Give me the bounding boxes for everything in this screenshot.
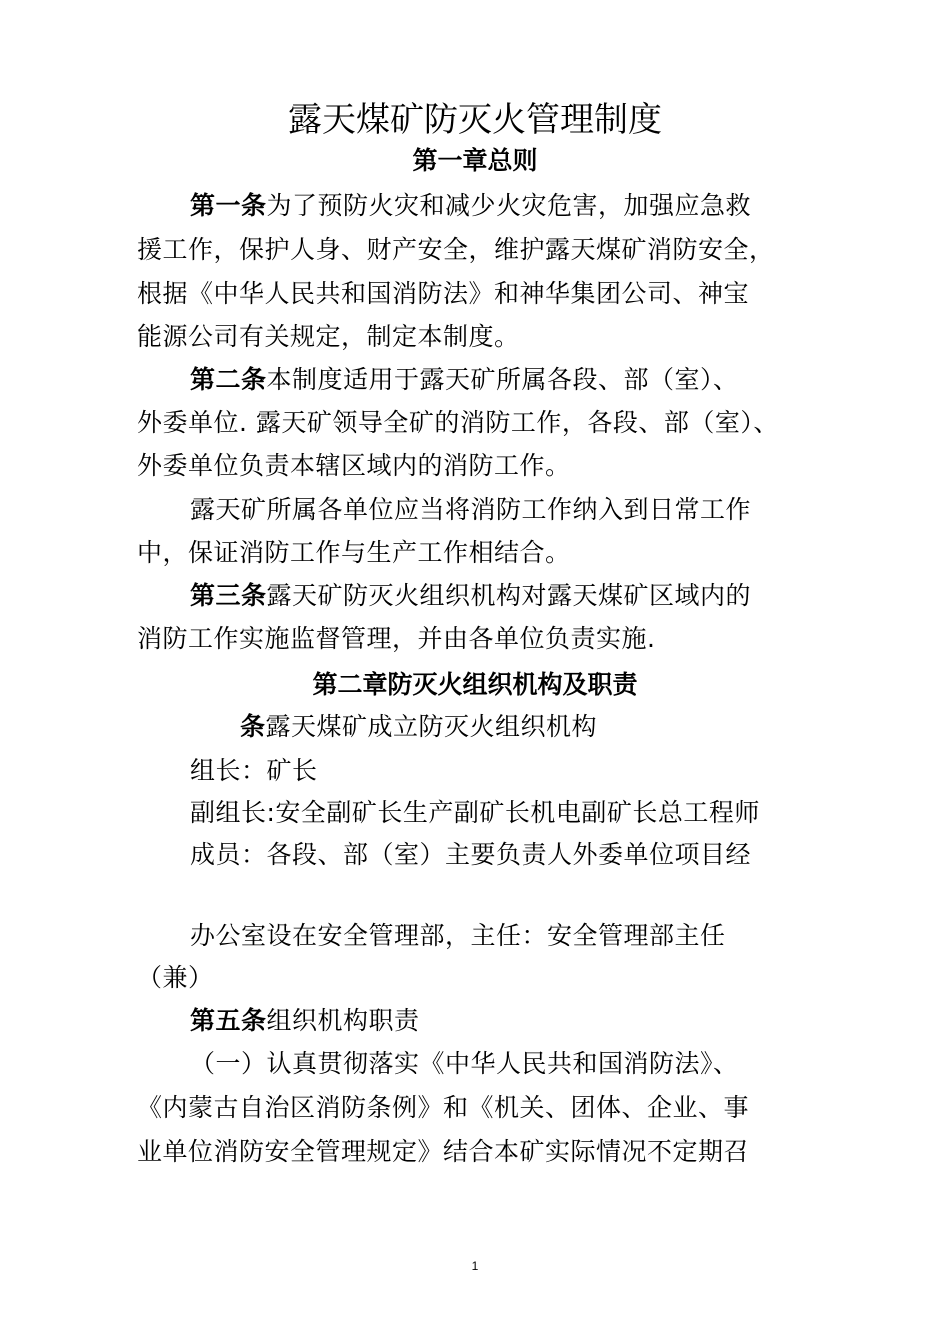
- article-1-line-3: 根据《中华人民共和国消防法》和神华集团公司、神宝: [137, 279, 750, 308]
- chapter-heading-2: 第二章防灭火组织机构及职责: [312, 670, 638, 699]
- item-1-line-2: 《内蒙古自治区消防条例》和《机关、团体、企业、事: [137, 1093, 750, 1122]
- paragraph-line-2: 中，保证消防工作与生产工作相结合。: [137, 538, 571, 567]
- article-4-label: 条: [240, 712, 266, 741]
- article-2-label: 第二条: [190, 365, 267, 394]
- article-3-line-2: 消防工作实施监督管理，并由各单位负责实施.: [137, 624, 656, 653]
- paragraph-line-1: 露天矿所属各单位应当将消防工作纳入到日常工作: [190, 495, 752, 524]
- article-2-line-2: 外委单位. 露天矿领导全矿的消防工作，各段、部（室）、: [137, 408, 779, 437]
- members-line: 成员：各段、部（室）主要负责人外委单位项目经: [190, 840, 752, 869]
- article-1-label: 第一条: [190, 191, 267, 220]
- article-2-text: 本制度适用于露天矿所属各段、部（室）、: [266, 365, 739, 394]
- article-1-line-2: 援工作，保护人身、财产安全，维护露天煤矿消防安全，: [137, 235, 775, 264]
- article-2-line-1: [190, 363, 739, 397]
- article-3-text: 露天矿防灭火组织机构对露天煤矿区域内的: [266, 581, 752, 610]
- article-1-text: 为了预防火灾和减少火灾危害，加强应急救: [266, 191, 752, 220]
- article-1-line-1: [190, 189, 751, 223]
- leader-line: 组长：矿长: [190, 756, 318, 785]
- office-line-1: 办公室设在安全管理部，主任：安全管理部主任: [190, 921, 726, 950]
- document-title: 露天煤矿防灭火管理制度: [288, 100, 662, 140]
- deputy-leader-line: 副组长:安全副矿长生产副矿长机电副矿长总工程师: [190, 798, 760, 827]
- article-3-label: 第三条: [190, 581, 267, 610]
- item-1-line-3: 业单位消防安全管理规定》结合本矿实际情况不定期召: [137, 1137, 750, 1166]
- article-5-line: [190, 1004, 420, 1038]
- article-3-line-1: [190, 579, 751, 613]
- article-1-line-4: 能源公司有关规定，制定本制度。: [137, 322, 520, 351]
- page-number: 1: [471, 1259, 479, 1273]
- chapter-heading-1: 第一章总则: [412, 146, 538, 175]
- article-2-line-3: 外委单位负责本辖区域内的消防工作。: [137, 451, 571, 480]
- article-5-label: 第五条: [190, 1006, 267, 1035]
- item-1-line-1: （一）认真贯彻落实《中华人民共和国消防法》、: [190, 1049, 739, 1078]
- article-4-text: 露天煤矿成立防灭火组织机构: [265, 712, 598, 741]
- article-4-line: [240, 710, 597, 744]
- office-line-2: （兼）: [137, 963, 214, 992]
- article-5-text: 组织机构职责: [266, 1006, 420, 1035]
